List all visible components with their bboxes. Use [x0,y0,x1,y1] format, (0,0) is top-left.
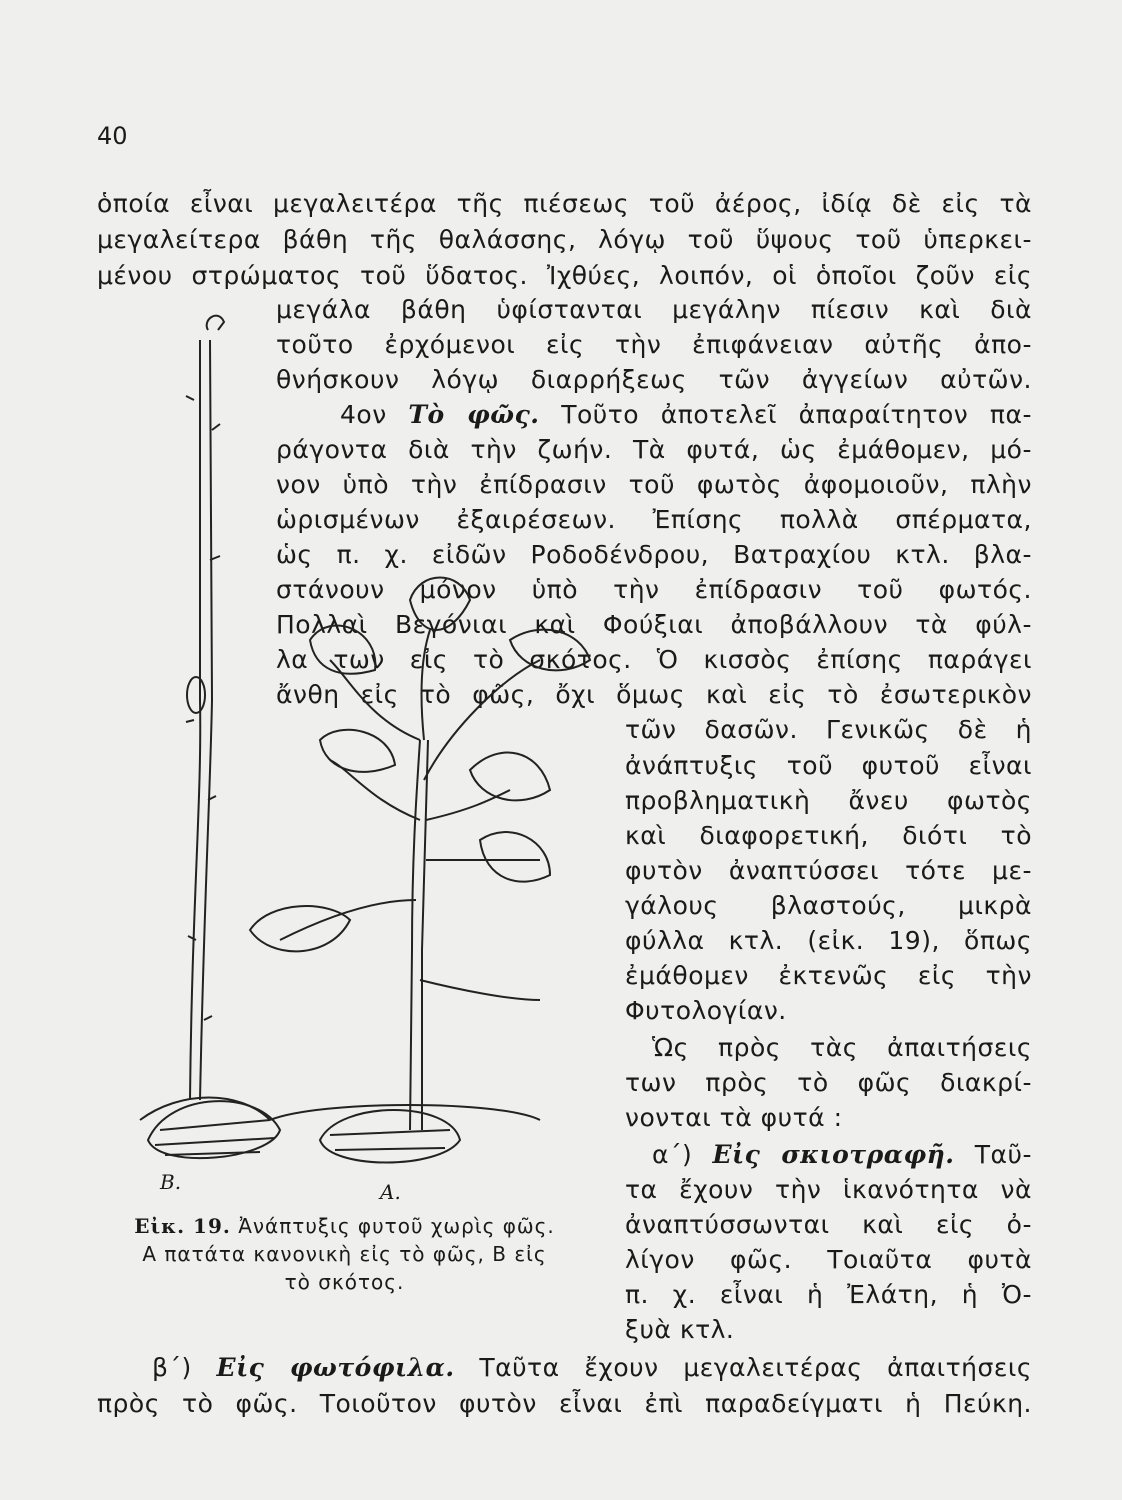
item-a-heading [652,1137,1032,1173]
text-line: προβληματικὴ ἄνευ φωτὸς [625,786,1032,815]
text-line: μένου στρώματος τοῦ ὕδατος. Ἰχθύες, λοιπόν, οἱ ὁποῖοι ζοῦν εἰς [97,261,1032,290]
text-line: τοῦτο ἐρχόμενοι εἰς τὴν ἐπιφάνειαν αὐτῆς ἀπο- [276,330,1032,359]
text-line: νονται τὰ φυτά : [625,1103,843,1132]
plant-a-normal [250,578,590,1163]
text-line: τα ἔχουν τὴν ἱκανότητα νὰ [625,1175,1032,1204]
text-line: λα των εἰς τὸ σκότος. Ὁ κισσὸς ἐπίσης παράγει [276,645,1032,674]
text-line: γάλους βλαστούς, μικρὰ [625,891,1032,920]
text-line: στάνουν μόνον ὑπὸ τὴν ἐπίδρασιν τοῦ φωτός. [276,575,1032,604]
text-line: φυτὸν ἀναπτύσσει τότε με- [625,856,1032,885]
section-text: Τοῦτο ἀποτελεῖ ἀπαραίτητον πα- [561,400,1032,429]
item-b-prefix: β΄) [152,1353,192,1382]
text-line: ξυὰ κτλ. [625,1315,735,1344]
text-line: ράγοντα διὰ τὴν ζωήν. Τὰ φυτά, ὡς ἐμάθομεν, μό- [276,435,1032,464]
text-line: ἀναπτύσσωνται καὶ εἰς ὀ- [625,1210,1032,1239]
item-b-text: Ταῦτα ἔχουν μεγαλειτέρας ἀπαιτήσεις [479,1353,1033,1382]
text-line: μεγαλείτερα βάθη τῆς θαλάσσης, λόγῳ τοῦ ὕψους τοῦ ὑπερκει- [97,225,1032,254]
section-title: Τὸ φῶς. [408,400,540,429]
plant-illustration [120,300,600,1200]
item-a-prefix: α΄) [652,1140,693,1169]
caption-number: Εἰκ. 19. [134,1214,231,1238]
text-line: Ὡς πρὸς τὰς ἀπαιτήσεις [652,1033,1032,1062]
text-line: μεγάλα βάθη ὑφίστανται μεγάλην πίεσιν καὶ διὰ [276,295,1032,324]
text-line: ὁποία εἶναι μεγαλειτέρα τῆς πιέσεως τοῦ ἀέρος, ἰδίᾳ δὲ εἰς τὰ [97,189,1032,218]
text-line: καὶ διαφορετική, διότι τὸ [625,821,1032,850]
item-a-title: Εἰς σκιοτραφῆ. [712,1140,955,1169]
text-line: φύλλα κτλ. (εἰκ. 19), ὅπως [625,926,1032,955]
section-number: 4ον [340,400,387,429]
caption-line-2: Α πατάτα κανονικὴ εἰς τὸ φῶς, Β εἰς [142,1242,547,1266]
text-line: των πρὸς τὸ φῶς διακρί- [625,1068,1032,1097]
item-b-heading [152,1350,1032,1386]
item-b-title: Εἰς φωτόφιλα. [216,1353,455,1382]
text-line: πρὸς τὸ φῶς. Τοιοῦτον φυτὸν εἶναι ἐπὶ παραδείγματι ἡ Πεύκη. [97,1389,1032,1418]
text-line: τῶν δασῶν. Γενικῶς δὲ ἡ [625,715,1032,744]
text-line: ὡρισμένων ἐξαιρέσεων. Ἐπίσης πολλὰ σπέρματα, [276,505,1032,534]
text-line: νον ὑπὸ τὴν ἐπίδρασιν τοῦ φωτὸς ἀφομοιοῦν, πλὴν [276,470,1032,499]
figure-caption [97,1212,592,1296]
text-line: ἄνθη εἰς τὸ φῶς, ὄχι ὅμως καὶ εἰς τὸ ἐσωτερικὸν [276,680,1032,709]
caption-line-3: τὸ σκότος. [284,1270,405,1294]
text-line: Φυτολογίαν. [625,996,787,1025]
plant-b-etiolated [140,316,280,1158]
text-line: θνήσκουν λόγῳ διαρρήξεως τῶν ἀγγείων αὐτῶν. [276,365,1032,394]
text-line: π. χ. εἶναι ἡ Ἐλάτη, ἡ Ὀ- [625,1280,1032,1309]
text-line: ἀνάπτυξις τοῦ φυτοῦ εἶναι [625,751,1032,780]
caption-line-1 [97,1212,592,1240]
figure-label-a: Α. [380,1180,401,1204]
item-a-text: Ταῦ- [974,1140,1032,1169]
text-line: Πολλαὶ Βεγόνιαι καὶ Φούξιαι ἀποβάλλουν τὰ φύλ- [276,610,1032,639]
caption-text: Ἀνάπτυξις φυτοῦ χωρὶς φῶς. [238,1214,555,1238]
text-line: ὡς π. χ. εἰδῶν Ροδοδένδρου, Βατραχίου κτλ. βλα- [276,540,1032,569]
text-line: ἐμάθομεν ἐκτενῶς εἰς τὴν [625,961,1032,990]
page-number: 40 [97,122,128,150]
figure-label-b: Β. [160,1170,182,1194]
text-line: λίγον φῶς. Τοιαῦτα φυτὰ [625,1245,1032,1274]
